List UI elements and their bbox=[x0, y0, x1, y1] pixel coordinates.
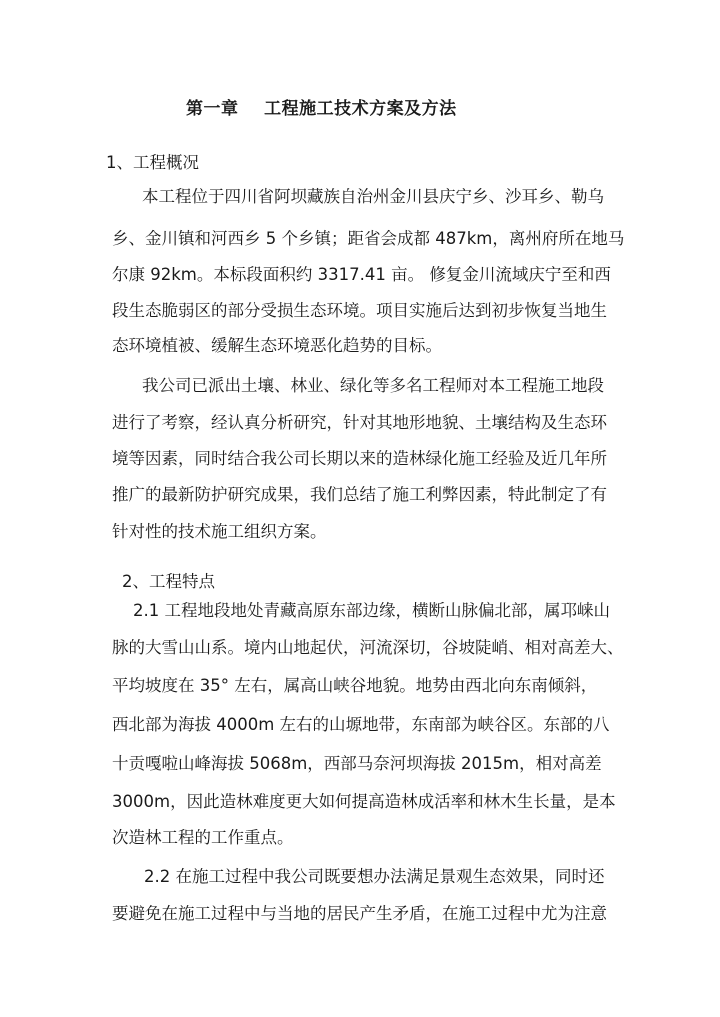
section-heading-overview: 1、工程概况 bbox=[106, 153, 199, 172]
paragraph-line: 乡、金川镇和河西乡 5 个乡镇；距省会成都 487km，离州府所在地马 bbox=[112, 229, 625, 248]
paragraph-line: 我公司已派出土壤、林业、绿化等多名工程师对本工程施工地段 bbox=[142, 376, 604, 395]
paragraph-line: 段生态脆弱区的部分受损生态环境。项目实施后达到初步恢复当地生 bbox=[112, 301, 607, 320]
chapter-title: 第一章 工程施工技术方案及方法 bbox=[186, 99, 457, 119]
paragraph-line: 脉的大雪山山系。境内山地起伏，河流深切，谷坡陡峭、相对高差大、 bbox=[112, 638, 624, 657]
paragraph-line: 3000m，因此造林难度更大如何提高造林成活率和林木生长量，是本 bbox=[112, 792, 616, 811]
paragraph-line: 推广的最新防护研究成果，我们总结了施工利弊因素，特此制定了有 bbox=[112, 485, 607, 504]
paragraph-line: 境等因素，同时结合我公司长期以来的造林绿化施工经验及近几年所 bbox=[112, 449, 607, 468]
paragraph-line: 2.1 工程地段地处青藏高原东部边缘，横断山脉偏北部，属邛崃山 bbox=[133, 601, 610, 620]
paragraph-line: 次造林工程的工作重点。 bbox=[112, 828, 294, 847]
paragraph-line: 西北部为海拔 4000m 左右的山塬地带，东南部为峡谷区。东部的八 bbox=[112, 715, 610, 734]
paragraph-line: 态环境植被、缓解生态环境恶化趋势的目标。 bbox=[112, 336, 442, 355]
paragraph-line: 平均坡度在 35° 左右，属高山峡谷地貌。地势由西北向东南倾斜， bbox=[112, 676, 598, 695]
paragraph-line: 针对性的技术施工组织方案。 bbox=[112, 522, 327, 541]
paragraph-line: 十贡嘎啦山峰海拔 5068m，西部马奈河坝海拔 2015m，相对高差 bbox=[112, 754, 602, 773]
paragraph-line: 要避免在施工过程中与当地的居民产生矛盾，在施工过程中尤为注意 bbox=[112, 904, 607, 923]
paragraph-line: 本工程位于四川省阿坝藏族自治州金川县庆宁乡、沙耳乡、勒乌 bbox=[142, 187, 604, 206]
paragraph-line: 尔康 92km。本标段面积约 3317.41 亩。 修复金川流域庆宁至和西 bbox=[112, 265, 611, 284]
paragraph-line: 2.2 在施工过程中我公司既要想办法满足景观生态效果，同时还 bbox=[144, 867, 605, 886]
paragraph-line: 进行了考察，经认真分析研究，针对其地形地貌、土壤结构及生态环 bbox=[112, 413, 607, 432]
section-heading-features: 2、工程特点 bbox=[122, 572, 215, 591]
